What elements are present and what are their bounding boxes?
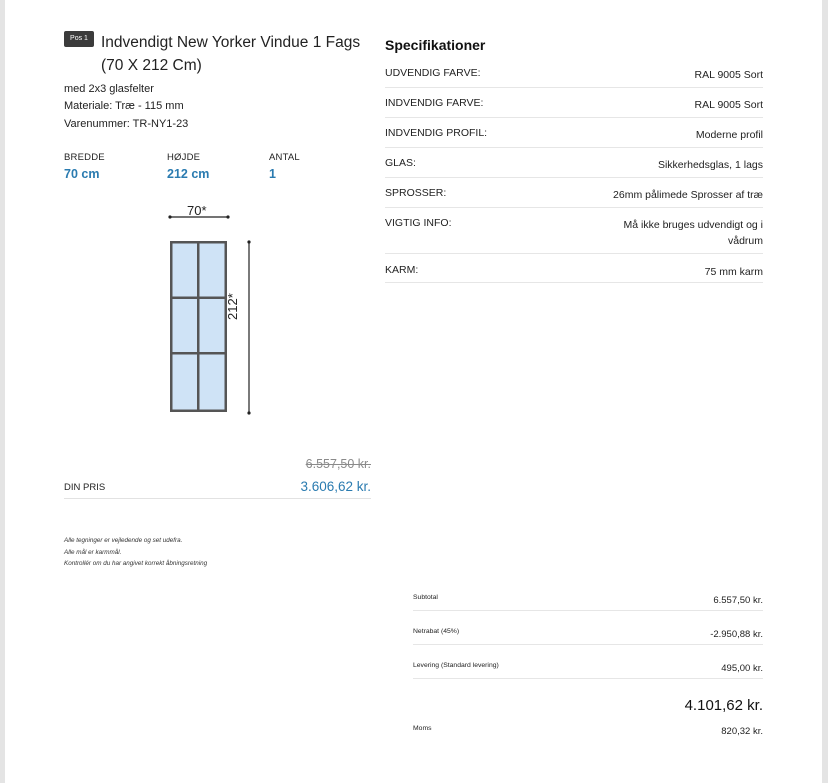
height-dimension-end-bottom: [247, 411, 250, 414]
spec-value: 26mm pålimede Sprosser af træ: [613, 189, 763, 201]
spec-label: INDVENDIG PROFIL:: [385, 127, 488, 139]
height-dimension-text: 212*: [225, 293, 240, 320]
height-label: HØJDE: [167, 152, 201, 163]
quantity-label: ANTAL: [269, 152, 300, 163]
page-edge-left: [0, 0, 5, 783]
subtotal-label: Subtotal: [413, 594, 438, 601]
spec-row-exterior-color: [385, 67, 763, 88]
discount-value: -2.950,88 kr.: [710, 629, 763, 640]
spec-label: GLAS:: [385, 157, 416, 169]
spec-label: INDVENDIG FARVE:: [385, 97, 484, 109]
price-divider: [64, 498, 371, 499]
spec-value-line: vådrum: [727, 235, 763, 247]
spec-label: VIGTIG INFO:: [385, 217, 452, 229]
height-dimension-end-top: [247, 240, 250, 243]
quantity-value: 1: [269, 167, 276, 181]
spec-label: UDVENDIG FARVE:: [385, 67, 481, 79]
page-edge-right: [822, 0, 828, 783]
discount-label: Netrabat (45%): [413, 628, 460, 635]
summary-delivery-row: [413, 662, 763, 679]
position-badge: Pos 1: [64, 31, 94, 47]
total-price: 4.101,62 kr.: [684, 697, 763, 714]
window-drawing: [150, 200, 280, 420]
spec-row-interior-profile: [385, 127, 763, 148]
spec-value: 75 mm karm: [704, 266, 763, 278]
product-description: med 2x3 glasfelter: [64, 83, 154, 95]
height-value: 212 cm: [167, 167, 210, 181]
spec-value: [624, 217, 764, 249]
width-label: BREDDE: [64, 152, 105, 163]
summary-subtotal-row: [413, 594, 763, 611]
spec-row-muntins: [385, 187, 763, 208]
delivery-value: 495,00 kr.: [721, 663, 763, 674]
window-drawing-svg: [150, 200, 280, 420]
product-title: Indvendigt New Yorker Vindue 1 Fags: [101, 34, 361, 51]
note-line: Alle mål er karmmål.: [64, 548, 122, 556]
your-price-label: DIN PRIS: [64, 482, 106, 493]
width-dimension-end-left: [168, 215, 171, 218]
specs-title: Specifikationer: [385, 37, 486, 53]
spec-row-glass: [385, 157, 763, 178]
spec-row-important-info: [385, 217, 763, 254]
glass-pane: [200, 355, 225, 410]
product-item-number: Varenummer: TR-NY1-23: [64, 118, 189, 130]
glass-pane: [173, 244, 198, 297]
note-line: Alle tegninger er vejledende og set udefra.: [64, 537, 183, 544]
spec-value: Moderne profil: [695, 129, 763, 141]
disclaimer-notes: [64, 535, 207, 570]
spec-label: SPROSSER:: [385, 187, 447, 199]
summary-vat-row: [413, 725, 763, 741]
spec-row-interior-color: [385, 97, 763, 118]
subtotal-value: 6.557,50 kr.: [713, 595, 763, 606]
original-price: 6.557,50 kr.: [305, 457, 371, 471]
width-value: 70 cm: [64, 167, 100, 181]
summary-discount-row: [413, 628, 763, 645]
spec-value: RAL 9005 Sort: [694, 99, 763, 111]
vat-value: 820,32 kr.: [721, 726, 763, 737]
product-material: Materiale: Træ - 115 mm: [64, 100, 184, 112]
width-dimension-text: 70*: [187, 203, 207, 218]
spec-row-frame: [385, 264, 763, 283]
spec-label: KARM:: [385, 264, 419, 276]
vat-label: Moms: [413, 725, 432, 732]
spec-value: RAL 9005 Sort: [694, 69, 763, 81]
glass-pane: [200, 244, 225, 297]
spec-value-line: Må ikke bruges udvendigt og i: [623, 219, 763, 231]
product-title-size: (70 X 212 Cm): [101, 57, 202, 74]
glass-pane: [200, 299, 225, 352]
glass-pane: [173, 299, 198, 352]
glass-pane: [173, 355, 198, 410]
width-dimension-end-right: [226, 215, 229, 218]
delivery-label: Levering (Standard levering): [413, 662, 499, 669]
your-price-value: 3.606,62 kr.: [300, 479, 371, 494]
note-line: Kontrollér om du har angivet korrekt åbningsretning: [64, 560, 208, 567]
spec-value: Sikkerhedsglas, 1 lags: [657, 159, 763, 171]
